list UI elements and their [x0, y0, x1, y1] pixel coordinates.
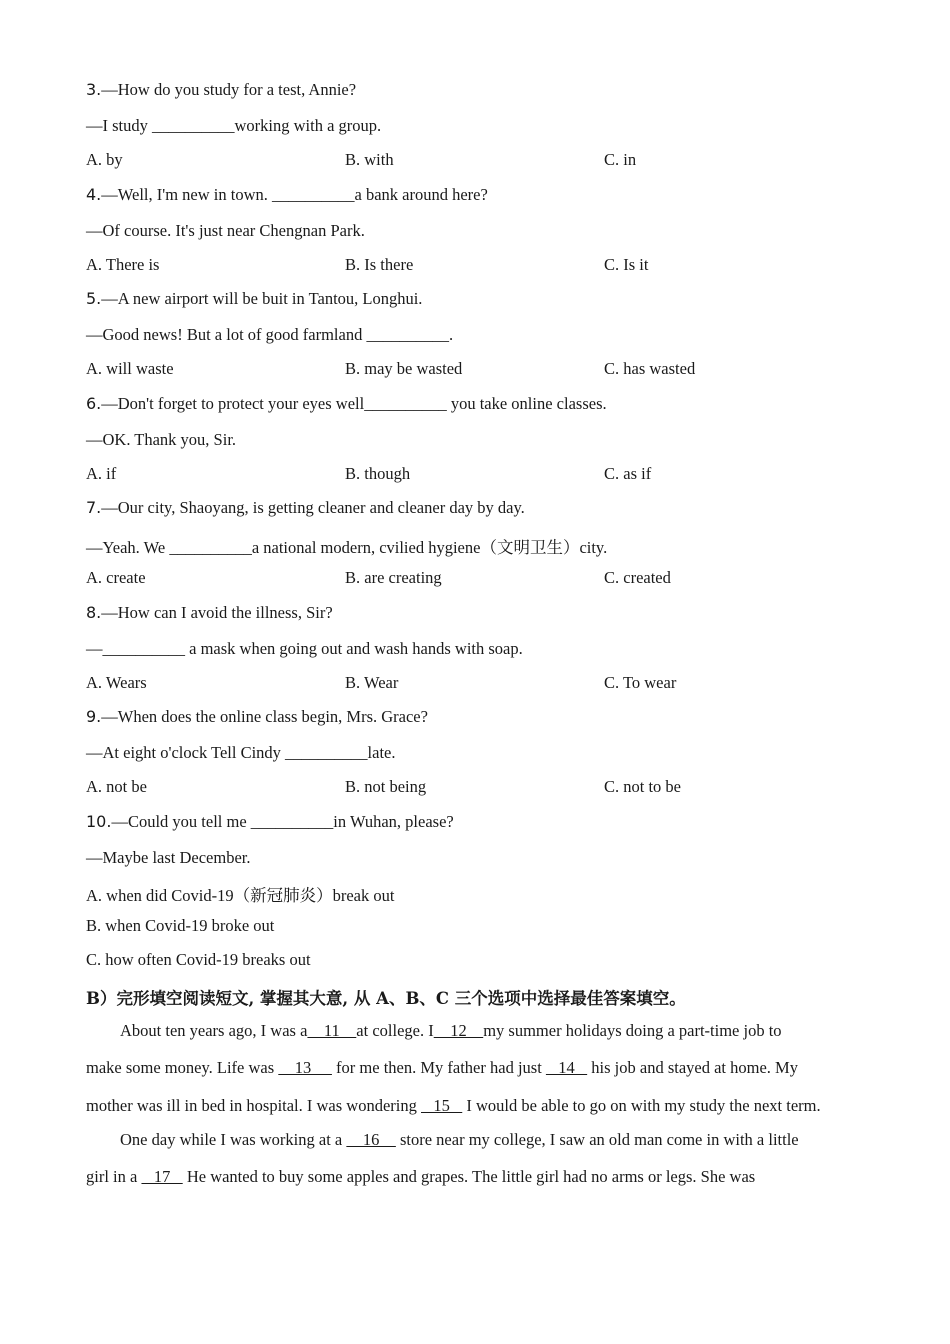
- question-number: 10.: [86, 812, 112, 831]
- question-stem: [86, 603, 333, 623]
- answer-line: —I study __________working with a group.: [86, 116, 382, 135]
- question-number: 8.: [86, 603, 102, 622]
- passage-text: About ten years ago, I was a: [120, 1021, 308, 1040]
- option-a[interactable]: A. will waste: [86, 359, 174, 378]
- question-number: 7.: [86, 498, 102, 517]
- option-c[interactable]: C. how often Covid-19 breaks out: [86, 950, 311, 969]
- question-stem: [86, 812, 454, 832]
- option-b[interactable]: B. Wear: [345, 673, 399, 692]
- answer-line: —__________ a mask when going out and wash hands with soap.: [86, 639, 523, 658]
- passage-text: mother was ill in bed in hospital. I was wondering: [86, 1096, 421, 1115]
- option-c[interactable]: C. as if: [604, 464, 652, 483]
- passage-text: He wanted to buy some apples and grapes. The little girl had no arms or legs. She was: [182, 1167, 756, 1186]
- passage-text: his job and stayed at home. My: [587, 1058, 798, 1077]
- option-b[interactable]: B. are creating: [345, 568, 442, 587]
- option-a[interactable]: A. by: [86, 150, 123, 169]
- cloze-blank[interactable]: 17: [141, 1167, 183, 1186]
- passage-text: I would be able to go on with my study the next term.: [462, 1096, 821, 1115]
- option-a[interactable]: A. when did Covid-19（新冠肺炎）break out: [86, 886, 395, 905]
- question-number: 4.: [86, 185, 102, 204]
- answer-line: —Good news! But a lot of good farmland __________.: [86, 325, 454, 344]
- question-number: 9.: [86, 707, 102, 726]
- option-b[interactable]: B. may be wasted: [345, 359, 463, 378]
- answer-line: —Maybe last December.: [86, 848, 251, 867]
- answer-line: —OK. Thank you, Sir.: [86, 430, 237, 449]
- answer-line: —Of course. It's just near Chengnan Park.: [86, 221, 365, 240]
- section-b-heading: B）完形填空阅读短文, 掌握其大意, 从 A、B、C 三个选项中选择最佳答案填空。: [86, 989, 686, 1008]
- passage-text: my summer holidays doing a part-time job to: [483, 1021, 782, 1040]
- question-text: —How do you study for a test, Annie?: [101, 80, 357, 99]
- question-text: —Our city, Shaoyang, is getting cleaner and cleaner day by day.: [101, 498, 525, 517]
- option-c[interactable]: C. has wasted: [604, 359, 696, 378]
- question-stem: [86, 394, 607, 414]
- question-stem: [86, 289, 422, 309]
- passage-text: for me then. My father had just: [331, 1058, 546, 1077]
- answer-line: —Yeah. We __________a national modern, cvilied hygiene（文明卫生）city.: [86, 538, 608, 557]
- passage-text: store near my college, I saw an old man come in with a little: [395, 1130, 799, 1149]
- question-stem: [86, 707, 428, 727]
- question-stem: [86, 185, 488, 205]
- passage-line: [120, 1130, 799, 1150]
- cloze-blank[interactable]: 16: [346, 1130, 396, 1149]
- option-b[interactable]: B. though: [345, 464, 411, 483]
- option-b[interactable]: B. with: [345, 150, 394, 169]
- question-stem: [86, 498, 525, 518]
- question-number: 3.: [86, 80, 102, 99]
- option-b[interactable]: B. Is there: [345, 255, 414, 274]
- passage-text: make some money. Life was: [86, 1058, 279, 1077]
- question-text: —Well, I'm new in town. __________a bank around here?: [101, 185, 488, 204]
- question-text: —Could you tell me __________in Wuhan, please?: [111, 812, 454, 831]
- cloze-blank[interactable]: 11: [307, 1021, 357, 1040]
- option-a[interactable]: A. not be: [86, 777, 147, 796]
- cloze-blank[interactable]: 14: [545, 1058, 588, 1077]
- answer-line: —At eight o'clock Tell Cindy __________late.: [86, 743, 396, 762]
- question-number: 6.: [86, 394, 102, 413]
- question-text: —Don't forget to protect your eyes well__________ you take online classes.: [101, 394, 607, 413]
- option-c[interactable]: C. Is it: [604, 255, 649, 274]
- question-stem: [86, 80, 356, 100]
- option-c[interactable]: C. not to be: [604, 777, 681, 796]
- passage-line: [86, 1167, 755, 1187]
- question-text: —A new airport will be buit in Tantou, Longhui.: [101, 289, 423, 308]
- passage-text: at college. I: [356, 1021, 434, 1040]
- passage-text: girl in a: [86, 1167, 142, 1186]
- passage-line: [120, 1021, 782, 1041]
- option-b[interactable]: B. not being: [345, 777, 427, 796]
- option-c[interactable]: C. created: [604, 568, 671, 587]
- question-number: 5.: [86, 289, 102, 308]
- option-a[interactable]: A. There is: [86, 255, 160, 274]
- option-b[interactable]: B. when Covid-19 broke out: [86, 916, 275, 935]
- option-c[interactable]: C. in: [604, 150, 637, 169]
- cloze-blank[interactable]: 12: [433, 1021, 484, 1040]
- passage-line: [86, 1058, 798, 1078]
- option-c[interactable]: C. To wear: [604, 673, 677, 692]
- question-text: —When does the online class begin, Mrs. Grace?: [101, 707, 428, 726]
- cloze-blank[interactable]: 13: [278, 1058, 332, 1077]
- passage-line: [86, 1096, 821, 1116]
- option-a[interactable]: A. Wears: [86, 673, 147, 692]
- option-a[interactable]: A. create: [86, 568, 146, 587]
- question-text: —How can I avoid the illness, Sir?: [101, 603, 333, 622]
- passage-text: One day while I was working at a: [120, 1130, 347, 1149]
- cloze-blank[interactable]: 15: [421, 1096, 463, 1115]
- option-a[interactable]: A. if: [86, 464, 117, 483]
